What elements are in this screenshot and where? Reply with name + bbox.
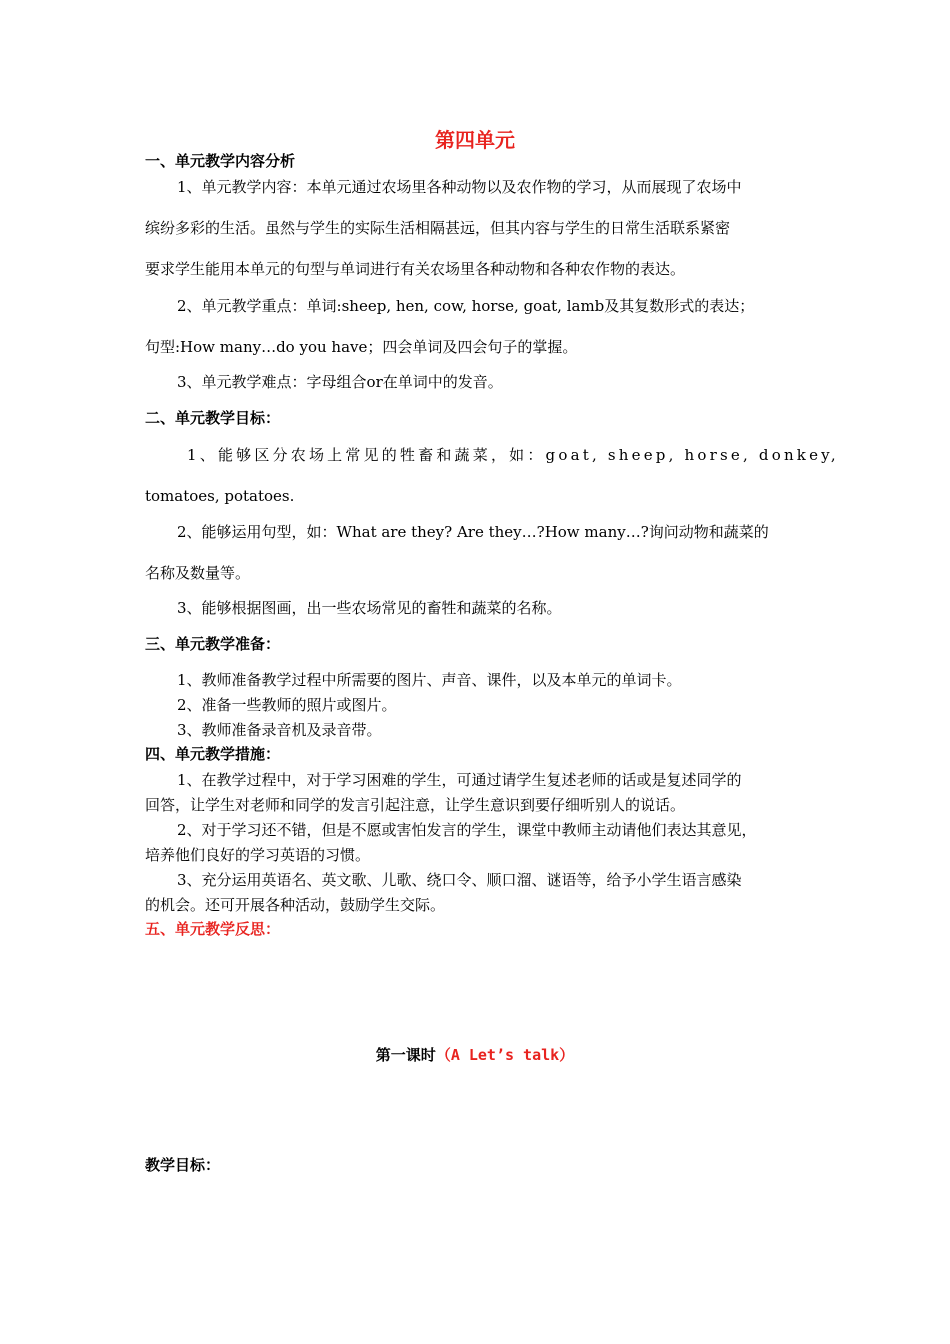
section-heading-objectives: 二、单元教学目标： [145,409,281,427]
paragraph-line: 2、能够运用句型，如：What are they? Are they…?How many…?询问动物和蔬菜的 [177,523,769,541]
paragraph-line: 1、单元教学内容：本单元通过农场里各种动物以及农作物的学习，从而展现了农场中 [177,178,742,196]
section-heading-measures: 四、单元教学措施： [145,745,281,763]
paragraph-line: 缤纷多彩的生活。虽然与学生的实际生活相隔甚远，但其内容与学生的日常生活联系紧密 [145,219,731,237]
paragraph-line: 2、对于学习还不错，但是不愿或害怕发言的学生，课堂中教师主动请他们表达其意见， [177,821,757,839]
paragraph-line: 3、单元教学难点：字母组合or在单词中的发音。 [177,373,503,391]
section-heading-preparation: 三、单元教学准备： [145,635,281,653]
page-title: 第四单元 [435,128,515,152]
paragraph-line: 3、能够根据图画，出一些农场常见的畜牲和蔬菜的名称。 [177,599,562,617]
lesson-heading [0,1045,950,1065]
section-heading-reflection: 五、单元教学反思： [145,920,281,938]
lesson-subtitle: （A Let’s talk） [435,1046,575,1064]
paragraph-line: 1、教师准备教学过程中所需要的图片、声音、课件，以及本单元的单词卡。 [177,671,682,689]
paragraph-line: 3、教师准备录音机及录音带。 [177,721,382,739]
paragraph-line: 句型:How many…do you have；四会单词及四会句子的掌握。 [145,338,578,356]
paragraph-line: 1、能够区分农场上常见的牲畜和蔬菜，如：goat, sheep, horse, donkey, [187,446,839,464]
paragraph-line: 2、准备一些教师的照片或图片。 [177,696,397,714]
objectives-heading: 教学目标： [145,1156,221,1174]
lesson-label: 第一课时 [375,1046,436,1064]
paragraph-line: 要求学生能用本单元的句型与单词进行有关农场里各种动物和各种农作物的表达。 [145,260,686,278]
paragraph-line: 1、在教学过程中，对于学习困难的学生，可通过请学生复述老师的话或是复述同学的 [177,771,742,789]
paragraph-line: 2、单元教学重点：单词:sheep, hen, cow, horse, goat, lamb及其复数形式的表达； [177,297,755,315]
paragraph-line: 名称及数量等。 [145,564,251,582]
paragraph-line: tomatoes, potatoes. [145,487,295,505]
paragraph-line: 的机会。还可开展各种活动，鼓励学生交际。 [145,896,446,914]
paragraph-line: 回答，让学生对老师和同学的发言引起注意，让学生意识到要仔细听别人的说话。 [145,796,686,814]
paragraph-line: 3、充分运用英语名、英文歌、儿歌、绕口令、顺口溜、谜语等，给予小学生语言感染 [177,871,742,889]
paragraph-line: 培养他们良好的学习英语的习惯。 [145,846,371,864]
section-heading-content-analysis: 一、单元教学内容分析 [145,152,296,170]
